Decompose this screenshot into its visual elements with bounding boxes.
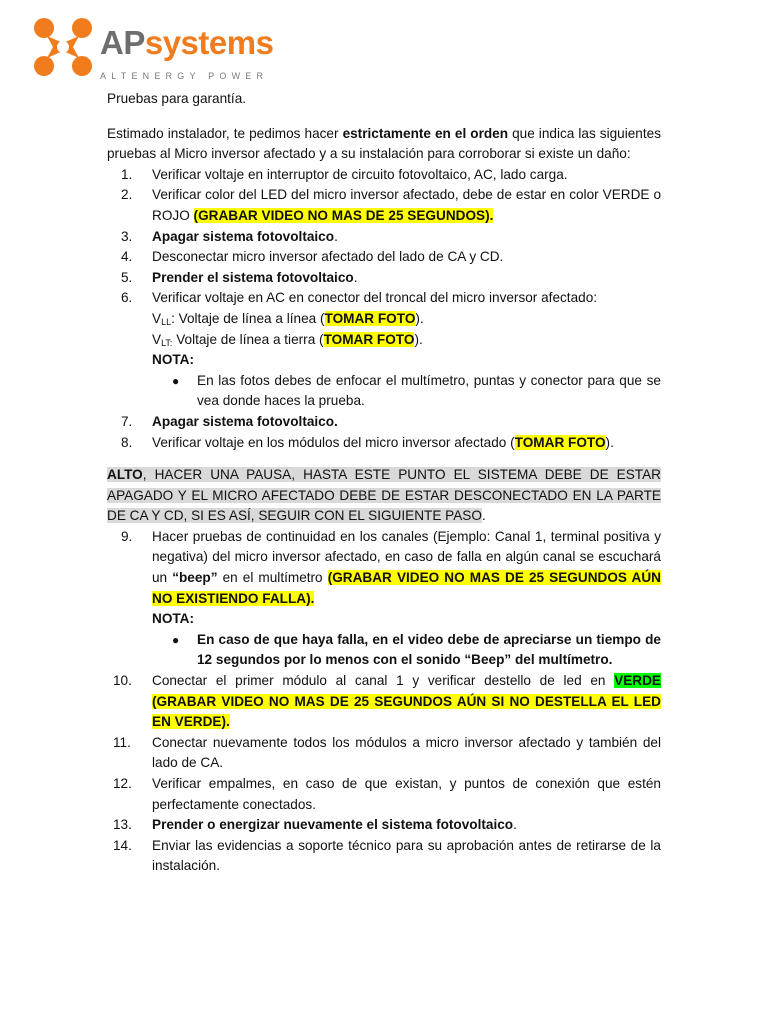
intro-text-end: que indica las siguientes pruebas al Micro inversor afectado y a su instalación para corroborar si existe un daño: [107, 125, 661, 162]
step-text: Conectar nuevamente todos los módulos a micro inversor afectado y también del lado de CA. [152, 734, 661, 771]
step-text-bold: Apagar sistema fotovoltaico [152, 228, 335, 244]
alto-text: , HACER UNA PAUSA, HASTA ESTE PUNTO EL SISTEMA DEBE DE ESTAR APAGADO Y EL MICRO AFECTADO DEBE DE ESTAR DESCONECTADO EN LA PARTE DE CA Y CD, SI ES ASÍ, SEGUIR CON EL SIGUIENTE PASO [107, 467, 661, 524]
step-text: Verificar voltaje en AC en conector del troncal del micro inversor afectado: [152, 290, 598, 306]
bullet-dot-icon: ● [172, 632, 180, 647]
step-number: 5. [121, 269, 133, 285]
voltage-line-line [152, 309, 661, 330]
step-text: Verificar color del LED del micro inversor afectado, debe de estar en color VERDE o ROJO [152, 187, 661, 223]
step-text-bold: Apagar sistema fotovoltaico. [152, 413, 338, 429]
list-item [107, 247, 661, 268]
step-text: Desconectar micro inversor afectado del lado de CA y CD. [152, 249, 504, 265]
step-number: 4. [121, 249, 133, 265]
step-number: 9. [121, 528, 133, 544]
step-number: 3. [121, 228, 133, 244]
bullet-item [152, 371, 661, 412]
alto-label: ALTO [107, 467, 143, 483]
apsystems-logo-icon [33, 16, 93, 78]
document-body [107, 89, 661, 877]
step-number: 11. [113, 734, 131, 750]
voltage-symbol: V [152, 310, 162, 326]
step-text-bold: Prender o energizar nuevamente el sistema fotovoltaico [152, 817, 514, 833]
step-text-bold: Prender el sistema fotovoltaico [152, 269, 354, 285]
brand-name-systems: systems [144, 24, 274, 61]
list-item [107, 836, 661, 877]
list-item [107, 527, 661, 671]
step-text: Verificar voltaje en interruptor de circuito fotovoltaico, AC, lado carga. [152, 166, 568, 182]
step-number: 14. [113, 837, 132, 853]
step-number: 2. [121, 187, 133, 203]
nota-bullets [152, 371, 661, 412]
step-text: Conectar el primer módulo al canal 1 y verificar destello de led en [152, 673, 615, 689]
list-item [107, 671, 661, 733]
voltage-line-ground [152, 330, 661, 351]
step-text: Verificar empalmes, en caso de que existan, y puntos de conexión que estén perfectamente conectados. [152, 776, 661, 812]
step-number: 1. [121, 166, 133, 182]
list-item [107, 815, 661, 836]
step-number: 8. [121, 434, 133, 450]
intro-paragraph [107, 124, 661, 165]
bullet-text: En caso de que haya falla, en el video debe de apreciarse un tiempo de 12 segundos por lo menos con el sonido “Beep” del multímetro. [197, 631, 661, 668]
bullet-item [152, 630, 661, 671]
voltage-subscript: LL [161, 316, 172, 327]
step-number: 10. [113, 673, 132, 689]
voltage-text: Voltaje de línea a tierra ( [172, 331, 324, 347]
step-text: . [353, 269, 358, 285]
bullet-dot-icon: ● [172, 373, 180, 388]
steps-list-part2 [107, 527, 661, 877]
steps-list-part1 [107, 165, 661, 453]
step-text: . [334, 228, 338, 244]
highlight-video-note: (GRABAR VIDEO NO MAS DE 25 SEGUNDOS). [193, 207, 494, 223]
list-item [107, 288, 661, 412]
list-item [107, 412, 661, 433]
step-text: Enviar las evidencias a soporte técnico para su aprobación antes de retirarse de la instalación. [152, 837, 661, 874]
list-item [107, 185, 661, 226]
document-title: Pruebas para garantía. [107, 91, 247, 106]
list-item [107, 165, 661, 186]
brand-name [100, 23, 273, 63]
list-item [107, 433, 661, 454]
apsystems-logo [33, 14, 273, 82]
voltage-text: : Voltaje de línea a línea ( [171, 310, 325, 326]
step-text: en el multímetro [217, 570, 328, 586]
alto-text-end: . [481, 508, 486, 524]
highlight-photo-note: TOMAR FOTO [323, 331, 415, 347]
voltage-subscript: LT: [161, 337, 173, 348]
highlight-photo-note: TOMAR FOTO [514, 434, 606, 450]
voltage-text-end: ). [414, 331, 423, 347]
step-number: 12. [113, 776, 132, 791]
step-number: 7. [121, 413, 133, 429]
list-item [107, 268, 661, 289]
step-text: Verificar voltaje en los módulos del micro inversor afectado ( [152, 434, 515, 450]
brand-name-ap: AP [100, 24, 145, 61]
step-text: . [513, 817, 517, 833]
step-text: Hacer pruebas de continuidad en los canales (Ejemplo: Canal 1, terminal positiva y negativa) del micro inversor afectado, en caso de falla en algún canal se escuchará un [152, 528, 661, 586]
list-item [107, 774, 661, 815]
brand-tagline: ALTENERGY POWER [100, 71, 269, 81]
voltage-symbol: V [152, 331, 162, 347]
intro-text-bold: estrictamente en el orden [342, 125, 509, 141]
step-number: 6. [121, 290, 133, 306]
highlight-green-verde: VERDE [614, 673, 661, 689]
step-text-end: ). [605, 434, 614, 450]
bullet-text: En las fotos debes de enfocar el multímetro, puntas y conector para que se vea donde haces la prueba. [197, 372, 661, 409]
highlight-video-note: (GRABAR VIDEO NO MAS DE 25 SEGUNDOS AÚN SI NO DESTELLA EL LED EN VERDE). [152, 693, 661, 730]
nota-bullets [152, 630, 661, 671]
intro-text-start: Estimado instalador, te pedimos hacer [107, 125, 343, 141]
voltage-text-end: ). [415, 310, 424, 326]
list-item [107, 227, 661, 248]
nota-label: NOTA: [152, 611, 195, 627]
nota-label: NOTA: [152, 352, 195, 368]
alto-notice [107, 465, 661, 527]
step-number: 13. [113, 817, 132, 833]
beep-word: “beep” [172, 570, 218, 586]
highlight-photo-note: TOMAR FOTO [324, 310, 416, 326]
list-item [107, 733, 661, 774]
highlight-video-note: (GRABAR VIDEO NO MAS DE 25 SEGUNDOS AÚN NO EXISTIENDO FALLA). [152, 570, 661, 606]
